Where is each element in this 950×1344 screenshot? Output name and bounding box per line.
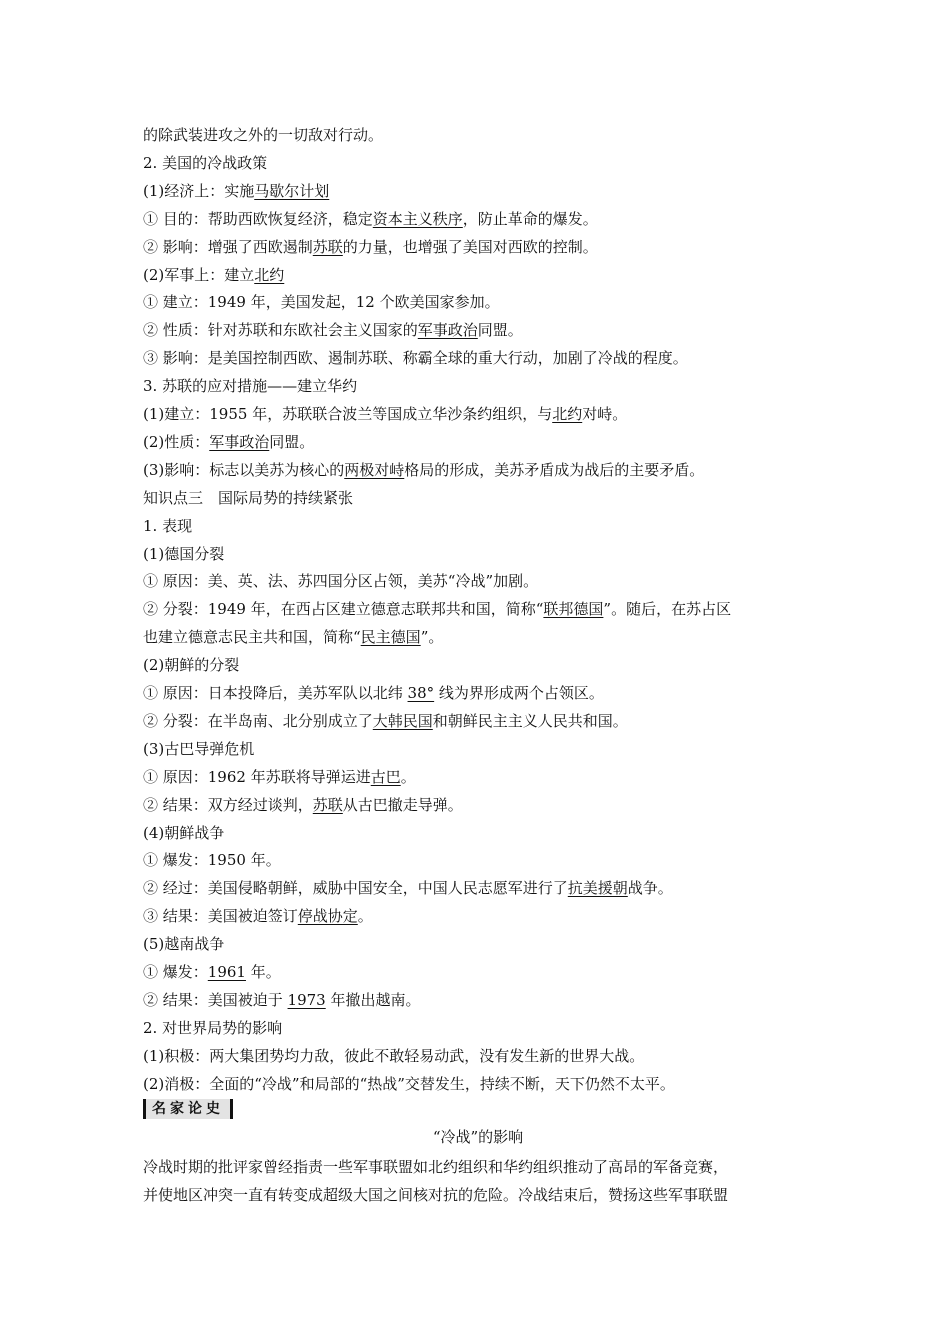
text-line — [143, 153, 813, 173]
text-line — [143, 348, 813, 368]
text-segment: 2. 美国的冷战政策 — [143, 153, 268, 172]
text-segment: 1. 表现 — [143, 516, 193, 535]
text-line — [143, 516, 813, 536]
section-badge-label: 名家论史 — [146, 1099, 230, 1119]
text-line — [143, 237, 813, 257]
text-segment: 对峙。 — [582, 405, 628, 423]
badge-right-bar — [230, 1099, 233, 1119]
text-segment: (4)朝鲜战争 — [143, 823, 225, 842]
text-segment: 线为界形成两个占领区。 — [434, 684, 604, 702]
text-segment: 知识点三 国际局势的持续紧张 — [143, 488, 354, 507]
text-line — [143, 1074, 813, 1094]
underlined-answer: 大韩民国 — [372, 711, 433, 730]
text-segment: (3)影响：标志以美苏为核心的 — [143, 460, 345, 479]
text-segment: ③ 影响：是美国控制西欧、遏制苏联、称霸全球的重大行动，加剧了冷战的程度。 — [143, 349, 688, 368]
text-line — [143, 711, 813, 731]
underlined-answer: 北约 — [254, 265, 285, 284]
text-line — [143, 655, 813, 675]
article-paragraph-line: 冷战时期的批评家曾经指责一些军事联盟如北约组织和华约组织推动了高昂的军备竞赛， — [143, 1158, 729, 1176]
text-line — [143, 488, 813, 508]
text-segment: (2)消极：全面的“冷战”和局部的“热战”交替发生，持续不断，天下仍然不太平。 — [143, 1074, 675, 1093]
text-segment: 也建立德意志民主共和国，简称“ — [143, 628, 361, 647]
text-line — [143, 376, 813, 396]
text-line — [143, 934, 813, 954]
text-line — [143, 627, 813, 647]
text-segment: (1)经济上：实施 — [143, 181, 255, 200]
text-segment: ② 分裂：1949 年，在西占区建立德意志联邦共和国，简称“ — [143, 600, 544, 619]
text-segment: 格局的形成，美苏矛盾成为战后的主要矛盾。 — [404, 460, 705, 479]
text-segment: (2)性质： — [143, 432, 210, 451]
underlined-answer: 联邦德国 — [543, 600, 604, 619]
text-segment: (5)越南战争 — [143, 935, 225, 954]
underlined-answer: 38° — [407, 684, 435, 702]
underlined-answer: 军事政治 — [417, 321, 478, 340]
underlined-answer: 1961 — [207, 963, 246, 981]
text-segment: ① 原因：1962 年苏联将导弹运进 — [143, 767, 371, 786]
text-segment: ① 原因：日本投降后，美苏军队以北纬 — [143, 684, 408, 702]
text-line — [143, 1046, 813, 1066]
underlined-answer: 军事政治 — [209, 432, 270, 451]
text-segment: ① 爆发：1950 年。 — [143, 851, 281, 870]
text-line — [143, 990, 813, 1010]
text-line — [143, 181, 813, 201]
text-segment: ② 性质：针对苏联和东欧社会主义国家的 — [143, 321, 418, 340]
text-segment: ② 结果：双方经过谈判， — [143, 795, 313, 814]
text-segment: 同盟。 — [477, 321, 523, 340]
underlined-answer: 1973 — [287, 990, 326, 1009]
text-segment: ，防止革命的爆发。 — [462, 209, 598, 228]
text-segment: 年撤出越南。 — [325, 990, 421, 1009]
text-segment: 。 — [400, 767, 416, 786]
text-line — [143, 544, 813, 564]
text-segment: ② 经过：美国侵略朝鲜，威胁中国安全，中国人民志愿军进行了 — [143, 879, 568, 898]
underlined-answer: 苏联 — [312, 237, 343, 256]
text-segment: 战争。 — [627, 879, 673, 898]
text-line — [143, 767, 813, 787]
text-segment: 年。 — [245, 963, 281, 981]
text-segment: ① 建立：1949 年，美国发起，12 个欧美国家参加。 — [143, 293, 500, 312]
underlined-answer: 两极对峙 — [344, 460, 405, 479]
text-segment: (3)古巴导弹危机 — [143, 739, 255, 758]
text-segment: (1)德国分裂 — [143, 544, 225, 563]
text-line — [143, 432, 813, 452]
text-line — [143, 1018, 813, 1038]
text-line — [143, 823, 813, 843]
text-segment: 从古巴撤走导弹。 — [342, 795, 463, 814]
text-segment: ② 影响：增强了西欧遏制 — [143, 237, 313, 256]
underlined-answer: 古巴 — [370, 767, 401, 786]
text-line — [143, 320, 813, 340]
text-line — [143, 404, 813, 424]
text-segment: ① 爆发： — [143, 963, 208, 981]
section-badge — [143, 1098, 233, 1120]
text-segment: 同盟。 — [269, 432, 315, 451]
underlined-answer: 北约 — [552, 405, 583, 423]
text-line — [143, 878, 813, 898]
text-line — [143, 850, 813, 870]
text-segment: 2. 对世界局势的影响 — [143, 1018, 283, 1037]
underlined-answer: 停战协定 — [297, 907, 358, 926]
text-segment: ③ 结果：美国被迫签订 — [143, 907, 298, 926]
text-segment: 的力量，也增强了美国对西欧的控制。 — [342, 237, 598, 256]
text-line — [143, 265, 813, 285]
text-line — [143, 125, 813, 145]
text-segment: 的除武装进攻之外的一切敌对行动。 — [143, 126, 384, 144]
text-line — [143, 906, 813, 926]
text-line — [143, 292, 813, 312]
article-paragraph-line: 并使地区冲突一直有转变成超级大国之间核对抗的危险。冷战结束后，赞扬这些军事联盟 — [143, 1186, 729, 1204]
text-line — [143, 571, 813, 591]
underlined-answer: 民主德国 — [360, 628, 421, 647]
text-segment: ① 目的：帮助西欧恢复经济，稳定 — [143, 209, 373, 228]
text-segment: ① 原因：美、英、法、苏四国分区占领，美苏“冷战”加剧。 — [143, 572, 539, 591]
text-line — [143, 209, 813, 229]
text-line — [143, 739, 813, 759]
text-segment: 3. 苏联的应对措施——建立华约 — [143, 377, 358, 396]
underlined-answer: 资本主义秩序 — [372, 209, 463, 228]
text-segment: (2)军事上：建立 — [143, 265, 255, 284]
text-line — [143, 683, 813, 703]
underlined-answer: 抗美援朝 — [567, 879, 628, 898]
text-line — [143, 962, 813, 982]
text-line — [143, 795, 813, 815]
text-segment: ”。随后，在苏占区 — [603, 600, 732, 619]
text-line — [143, 599, 813, 619]
text-segment: (1)积极：两大集团势均力敌，彼此不敢轻易动武，没有发生新的世界大战。 — [143, 1046, 645, 1065]
underlined-answer: 苏联 — [312, 795, 343, 814]
text-segment: 。 — [357, 907, 373, 926]
article-title: “冷战”的影响 — [432, 1128, 524, 1146]
text-segment: 和朝鲜民主主义人民共和国。 — [432, 711, 628, 730]
text-segment: (1)建立：1955 年，苏联联合波兰等国成立华沙条约组织，与 — [143, 405, 553, 423]
text-segment: ② 结果：美国被迫于 — [143, 990, 288, 1009]
text-segment: (2)朝鲜的分裂 — [143, 656, 240, 675]
underlined-answer: 马歇尔计划 — [254, 181, 330, 200]
text-segment: ”。 — [420, 628, 444, 647]
text-line — [143, 460, 813, 480]
text-segment: ② 分裂：在半岛南、北分别成立了 — [143, 711, 373, 730]
